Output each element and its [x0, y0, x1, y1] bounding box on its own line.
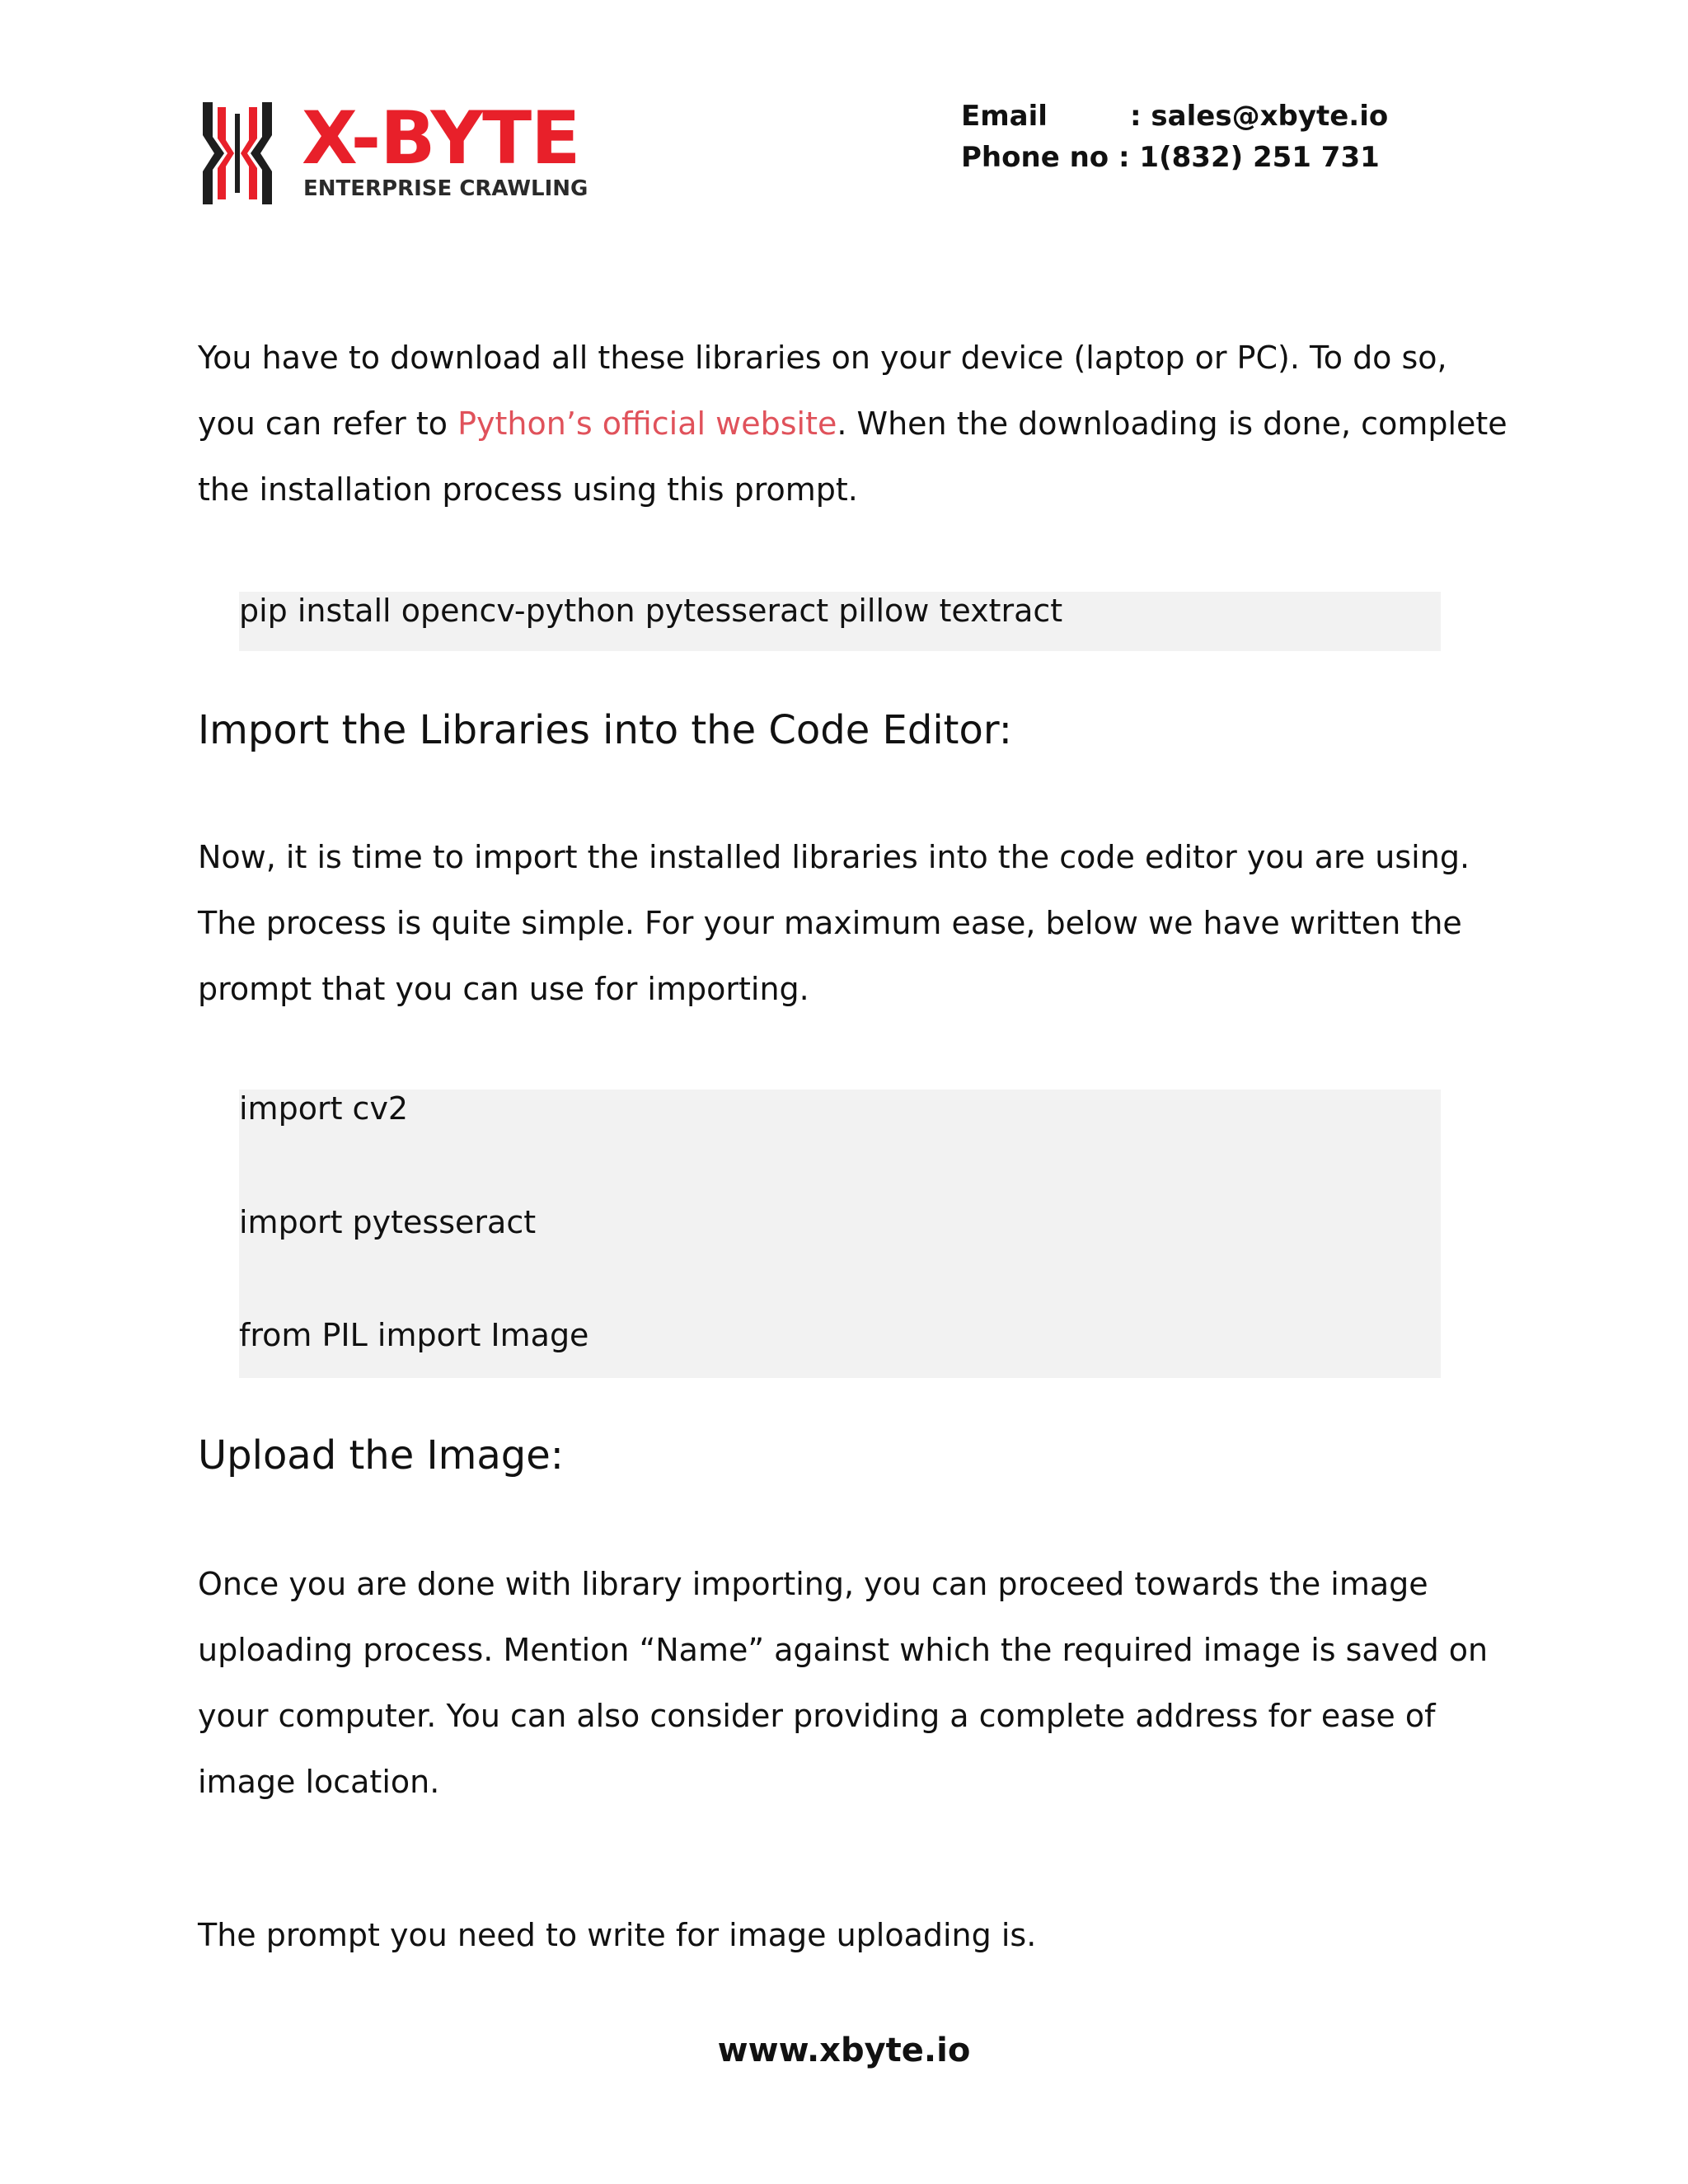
code-line: from PIL import Image — [239, 1317, 589, 1353]
email-row — [961, 96, 1388, 137]
python-website-link[interactable]: Python’s official website — [457, 405, 837, 442]
install-code-line: pip install opencv-python pytesseract pillow textract — [239, 593, 1063, 629]
logo-title: X-BYTE — [302, 96, 580, 180]
phone-value[interactable]: : 1(832) 251 731 — [1118, 141, 1380, 174]
x-byte-logo-mark-icon — [203, 102, 272, 204]
upload-paragraph: Once you are done with library importing, you can proceed towards the image uploading process. Mention “Name” against which the required image is saved on your computer. You can also consider providing a complete address for ease of image location. — [198, 1566, 1489, 1800]
company-logo[interactable] — [203, 96, 588, 204]
prompt-paragraph: The prompt you need to write for image uploading is. — [198, 1917, 1037, 1953]
code-line: import cv2 — [239, 1090, 409, 1127]
phone-row — [961, 137, 1388, 178]
page-header — [0, 0, 1688, 247]
intro-paragraph — [198, 325, 1508, 523]
contact-info — [961, 96, 1388, 178]
phone-label: Phone no — [961, 141, 1109, 174]
upload-heading: Upload the Image: — [198, 1432, 564, 1479]
email-label: Email — [961, 100, 1048, 133]
footer-website[interactable]: www.xbyte.io — [717, 2032, 971, 2069]
code-line: import pytesseract — [239, 1204, 537, 1240]
email-value[interactable]: : sales@xbyte.io — [1130, 100, 1389, 133]
import-paragraph: Now, it is time to import the installed libraries into the code editor you are using. The process is quite simple. For your maximum ease, below we have written the prompt that you can use for importing. — [198, 839, 1470, 1007]
logo-subtitle: ENTERPRISE CRAWLING — [303, 176, 588, 201]
import-code-block — [239, 1090, 1441, 1378]
intro-text-part1: You have to download all these libraries on your device (laptop or PC). To do so, you can refer to — [198, 340, 1447, 442]
intro-text-part2: . When the downloading is done, complete the installation process using this prompt. — [198, 405, 1507, 508]
install-code-block — [239, 592, 1441, 651]
import-heading: Import the Libraries into the Code Editor: — [198, 707, 1012, 753]
